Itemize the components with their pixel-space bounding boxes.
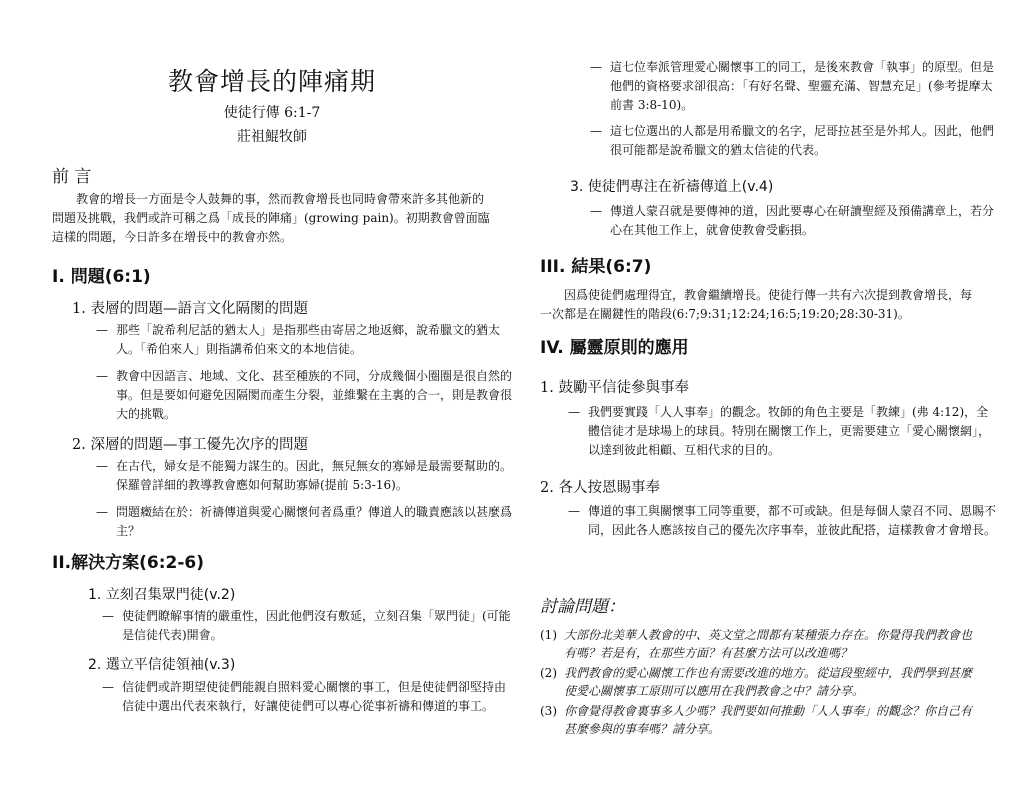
author: 莊祖鯤牧師	[237, 129, 307, 145]
section-2-1-title: 1. 立刻召集眾門徒(v.2)	[88, 587, 236, 603]
section-1-2-point-2: — 問題癥結在於：祈禱傳道與愛心關懷何者爲重？傳道人的職責應該以甚麼爲主？	[96, 503, 512, 541]
section-4-1-title: 1. 鼓勵平信徒參與事奉	[540, 380, 689, 396]
question-text: 你會覺得教會裏事多人少嗎？我們要如何推動「人人事奉」的觀念？你自己有甚麼參與的事奉嗎？請分享。	[564, 704, 973, 736]
question-number: (3)	[540, 704, 557, 718]
section-1-1-point-1: — 那些「說希利尼話的猶太人」是指那些由寄居之地返鄉，說希臘文的猶太人。「希伯來人」則指講希伯來文的本地信徒。	[96, 321, 512, 359]
section-2-3-point-1: — 傳道人蒙召就是要傳神的道，因此要專心在研讀聖經及預備講章上，若分心在其他工作上，就會使教會受虧損。	[590, 202, 1000, 240]
section-4-1-point-1: — 我們要實踐「人人事奉」的觀念。牧師的角色主要是「教練」(弗 4:12)，全體信徒才是球場上的球員。特別在關懷工作上，更需要建立「愛心關懷網」，以達到彼此相顧、互相代求的目的。	[568, 403, 1000, 460]
section-2-2-title: 2. 選立平信徒領袖(v.3)	[88, 657, 236, 673]
section-3-text: 因爲使徒們處理得宜，教會繼續增長。使徒行傳一共有六次提到教會增長，每一次都是在關鍵性的階段(6:7;9:31;12:24;16:5;19:20;28:30-31)。	[540, 288, 973, 321]
question-number: (2)	[540, 666, 557, 680]
section-2-heading: II.解決方案(6:2-6)	[52, 553, 204, 573]
discussion-question-1	[540, 626, 980, 662]
question-text: 我們教會的愛心關懷工作也有需要改進的地方。從這段聖經中，我們學到甚麼使愛心關懷事工原則可以應用在我們教會之中？請分享。	[564, 666, 973, 698]
section-2-2-point-3: — 這七位選出的人都是用希臘文的名字，尼哥拉甚至是外邦人。因此，他們很可能都是說希臘文的猶太信徒的代表。	[590, 122, 1000, 160]
section-1-2-point-1: — 在古代，婦女是不能獨力謀生的。因此，無兒無女的寡婦是最需要幫助的。保羅曾詳細的教導教會應如何幫助寡婦(提前 5:3-16)。	[96, 457, 512, 495]
intro-text: 教會的增長一方面是令人鼓舞的事，然而教會增長也同時會帶來許多其他新的問題及挑戰，我們或許可稱之爲「成長的陣痛」(growing pain)。初期教會曾面臨這樣的問題，今日許多在增長中的教會亦然。	[52, 192, 490, 244]
section-1-1-point-2: — 教會中因語言、地域、文化、甚至種族的不同，分成幾個小圈圈是很自然的事。但是要如何避免因隔閡而產生分裂，並維繫在主裏的合一，則是教會很大的挑戰。	[96, 367, 512, 424]
intro-heading: 前 言	[52, 167, 92, 187]
scripture-reference: 使徒行傳 6:1-7	[223, 105, 321, 121]
section-2-1-point-1: — 使徒們瞭解事情的嚴重性，因此他們沒有敷延，立刻召集「眾門徒」(可能是信徒代表)開會。	[102, 607, 512, 645]
section-1-2-title: 2. 深層的問題—事工優先次序的問題	[72, 437, 308, 453]
question-text: 大部份北美華人教會的中、英文堂之間都有某種張力存在。你覺得我們教會也有嗎？若是有，在那些方面？有甚麼方法可以改進嗎？	[564, 628, 973, 660]
discussion-title: 討論問題：	[540, 597, 625, 617]
section-2-2-point-2: — 這七位奉派管理愛心關懷事工的同工，是後來教會「執事」的原型。但是他們的資格要求卻很高：「有好名聲、聖靈充滿、智慧充足」(參考提摩太前書 3:8-10)。	[590, 58, 1000, 115]
section-2-3-title: 3. 使徒們專注在祈禱傳道上(v.4)	[570, 179, 774, 195]
section-1-heading: I. 問題(6:1)	[52, 267, 151, 287]
section-4-2-title: 2. 各人按恩賜事奉	[540, 480, 660, 496]
section-4-heading: IV. 屬靈原則的應用	[540, 338, 689, 358]
discussion-question-2	[540, 664, 980, 700]
sermon-title: 教會增長的陣痛期	[167, 67, 376, 96]
section-1-1-title: 1. 表層的問題—語言文化隔閡的問題	[72, 301, 308, 317]
question-number: (1)	[540, 628, 557, 642]
section-3-heading: III. 結果(6:7)	[540, 257, 652, 277]
discussion-question-3	[540, 702, 980, 738]
section-2-2-point-1: — 信徒們或許期望使徒們能親自照料愛心關懷的事工，但是使徒們卻堅持由信徒中選出代表來執行，好讓使徒們可以專心從事祈禱和傳道的事工。	[102, 678, 512, 716]
section-4-2-point-1: — 傳道的事工與關懷事工同等重要，都不可或缺。但是每個人蒙召不同、恩賜不同，因此各人應該按自己的優先次序事奉，並彼此配搭，這樣教會才會增長。	[568, 502, 1000, 540]
